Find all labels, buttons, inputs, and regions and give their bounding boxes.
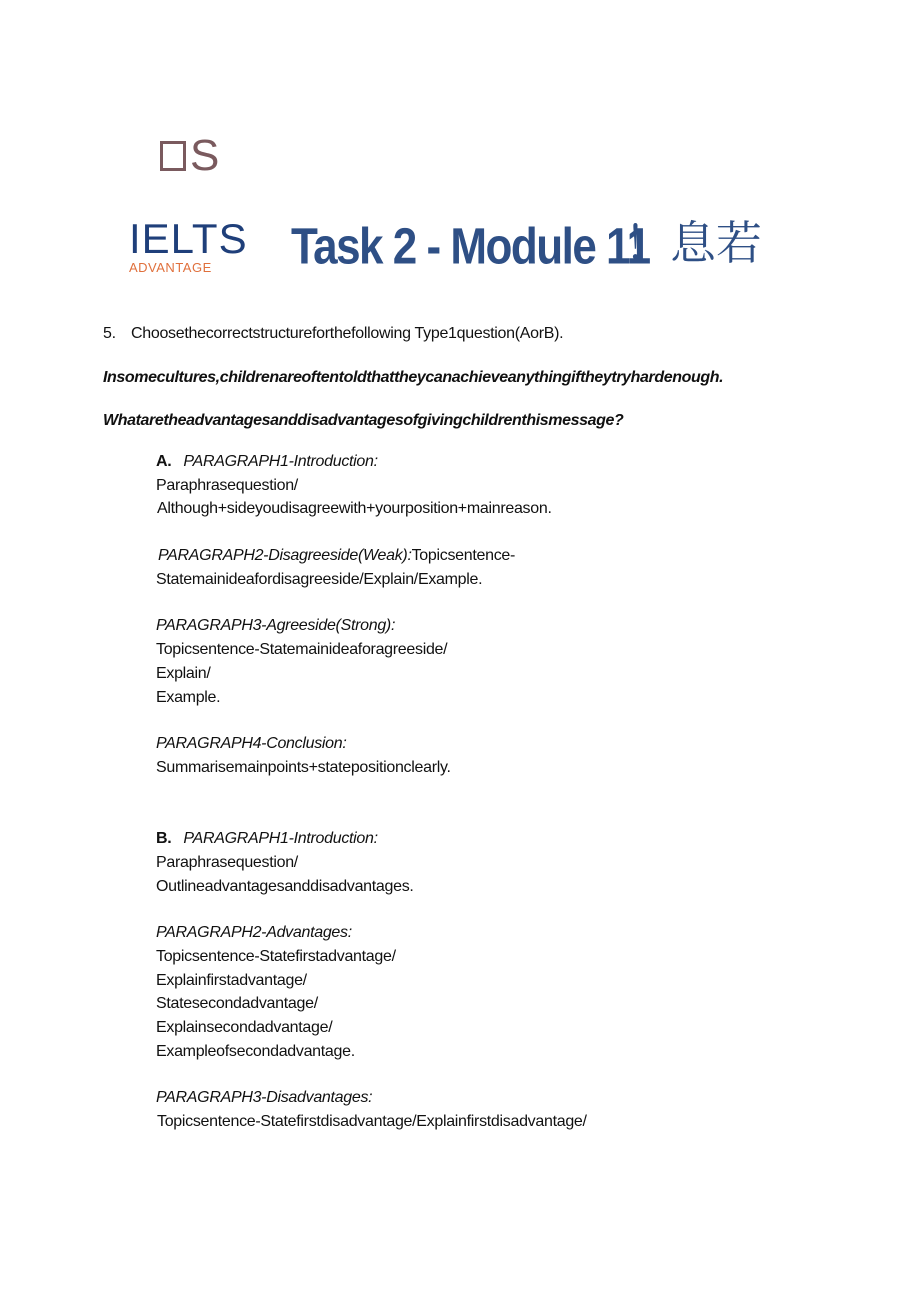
question-instruction: Choosethecorrectstructureforthefollowing Type1question(AorB). [131, 325, 564, 342]
option-b-p2-line-1: Topicsentence-Statefirstadvantage/ [156, 948, 396, 965]
option-b-p2-line-5: Exampleofsecondadvantage. [156, 1043, 355, 1060]
option-a-p2-inline: Topicsentence- [411, 547, 516, 564]
question-number: 5. [103, 325, 116, 342]
option-b-heading [156, 831, 378, 847]
option-a-p1-line-1: Paraphrasequestion/ [156, 477, 298, 494]
option-a-p3-heading: PARAGRAPH3-Agreeside(Strong): [156, 617, 396, 634]
option-a-p2-heading: PARAGRAPH2-Disagreeside(Weak): [158, 547, 412, 564]
square-box-icon [160, 141, 186, 171]
logo-word: IELTS [129, 215, 248, 262]
option-a-p3-line-2: Explain/ [156, 665, 211, 682]
option-a-p2-line-1: Statemainideafordisagreeside/Explain/Example. [156, 571, 483, 588]
corner-mark [160, 131, 220, 180]
option-b-p2-line-4: Explainsecondadvantage/ [156, 1019, 333, 1036]
option-a-p3-line-1: Topicsentence-Statemainideaforagreeside/ [156, 641, 448, 658]
logo-subtitle: ADVANTAGE [129, 261, 212, 274]
option-b-p3-heading: PARAGRAPH3-Disadvantages: [156, 1089, 373, 1106]
option-a-p1-line-2: Although+sideyoudisagreewith+yourposition+mainreason. [157, 500, 552, 517]
prompt-line-1: Insomecultures,childrenareoftentoldthattheycanachieveanythingiftheytryhardenough. [103, 369, 724, 386]
page-title-suffix: ！息若 [624, 216, 762, 270]
option-a-p4-line-1: Summarisemainpoints+statepositionclearly. [156, 759, 451, 776]
option-a-p2-heading-row [158, 548, 515, 564]
prompt-line-2: Whataretheadvantagesanddisadvantagesofgivingchildrenthismessage? [103, 412, 624, 429]
option-a-letter: A. [156, 453, 172, 470]
option-b-p2-line-3: Statesecondadvantage/ [156, 995, 318, 1012]
option-b-p2-line-2: Explainfirstadvantage/ [156, 972, 307, 989]
option-b-letter: B. [156, 830, 172, 847]
option-b-p3-line-1: Topicsentence-Statefirstdisadvantage/Explainfirstdisadvantage/ [157, 1113, 587, 1130]
option-b-p1-line-1: Paraphrasequestion/ [156, 854, 298, 871]
option-a-p3-line-3: Example. [156, 689, 221, 706]
option-b-p1-heading: PARAGRAPH1-Introduction: [183, 830, 378, 847]
option-b-p2-heading: PARAGRAPH2-Advantages: [156, 924, 352, 941]
option-a-p1-heading: PARAGRAPH1-Introduction: [183, 453, 378, 470]
page-title: Task 2 - Module 11 [291, 218, 650, 275]
option-a-p4-heading: PARAGRAPH4-Conclusion: [156, 735, 347, 752]
option-a-heading [156, 454, 378, 470]
option-b-p1-line-2: Outlineadvantagesanddisadvantages. [156, 878, 414, 895]
corner-mark-letter: S [190, 131, 220, 180]
